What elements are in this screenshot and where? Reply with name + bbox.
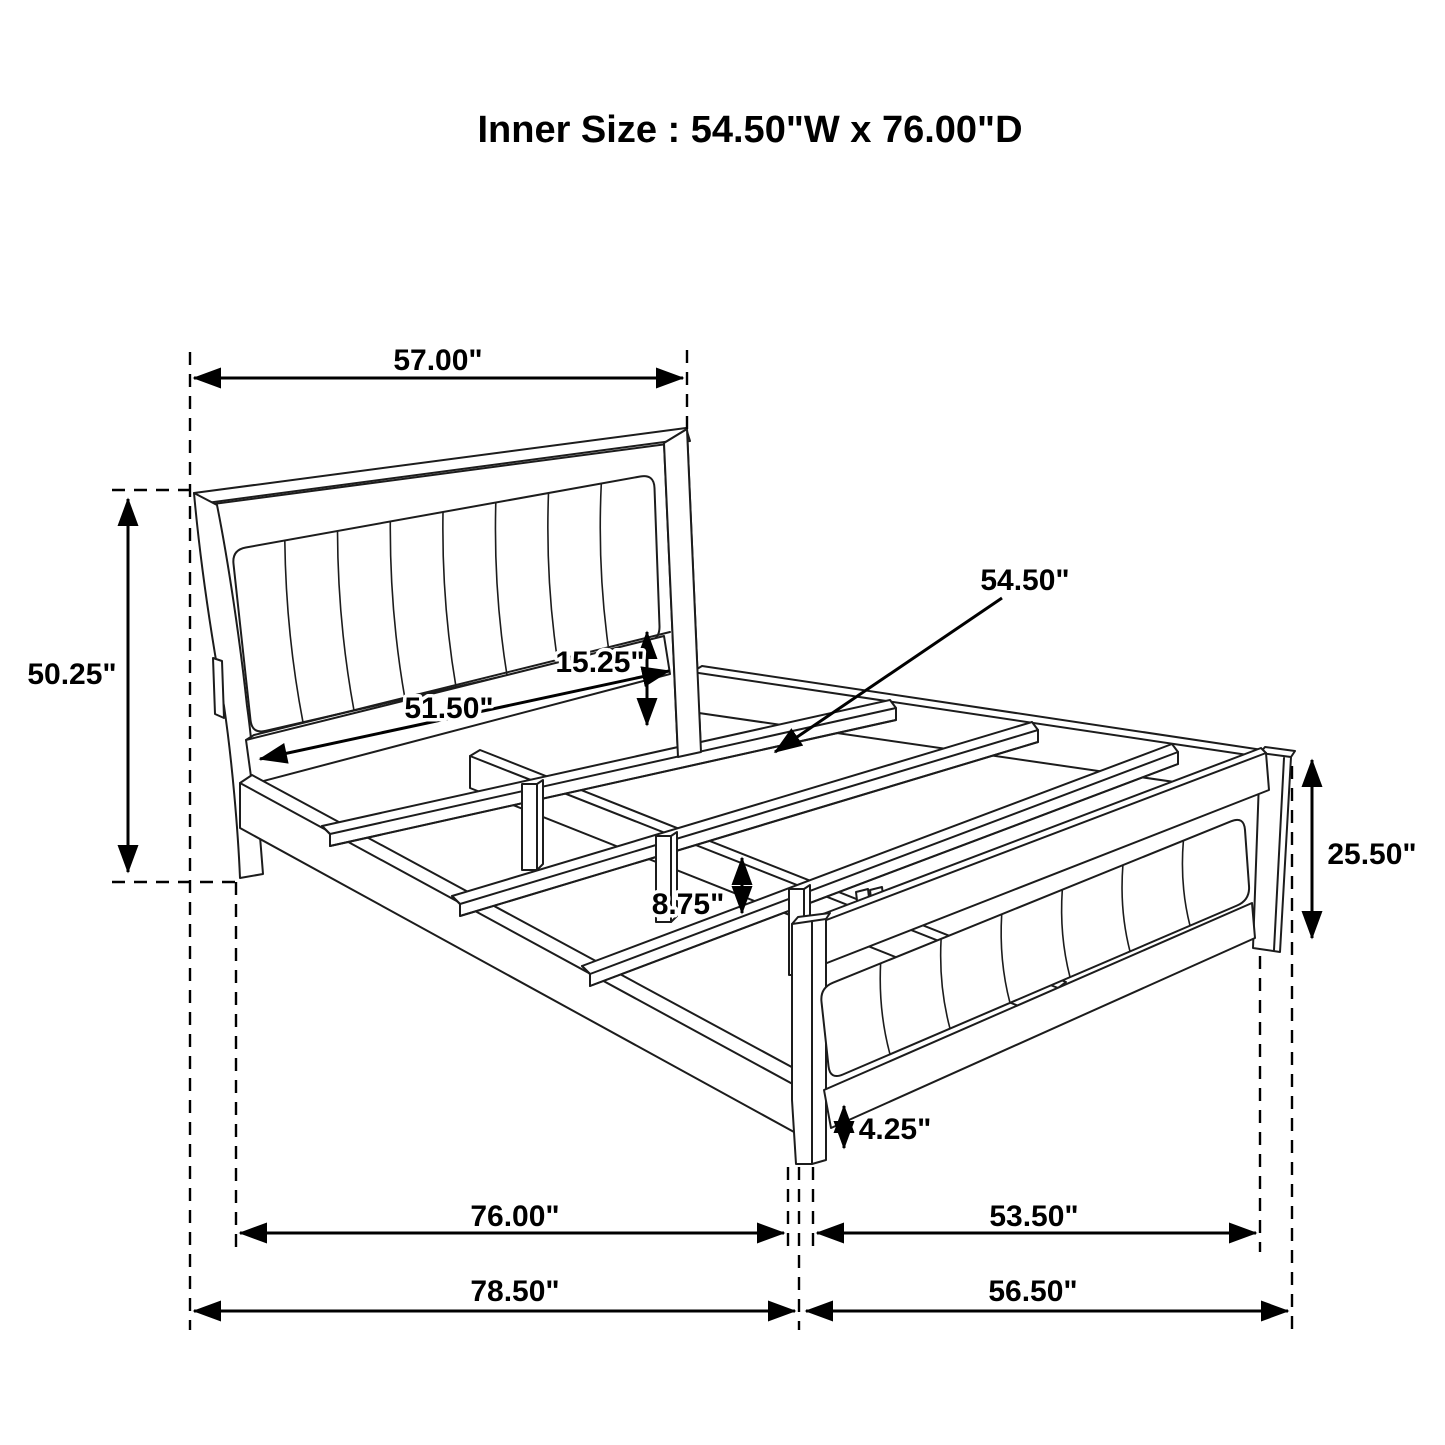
dim-label-footboard-width: 56.50" bbox=[988, 1275, 1078, 1308]
slat-support-leg bbox=[522, 780, 543, 870]
dim-label-headboard-panel-height: 15.25" bbox=[555, 646, 645, 679]
dim-label-overall-depth: 78.50" bbox=[470, 1275, 560, 1308]
dim-label-headboard-width: 57.00" bbox=[393, 344, 483, 377]
dim-label-headboard-inner-width: 51.50" bbox=[404, 692, 494, 725]
dim-label-footboard-inner-width: 53.50" bbox=[989, 1200, 1079, 1233]
dim-label-support-leg-height: 8.75" bbox=[651, 888, 725, 921]
headboard-right-post bbox=[664, 429, 701, 757]
dim-label-headboard-height: 50.25" bbox=[27, 658, 117, 691]
dim-label-slat-length: 54.50" bbox=[980, 564, 1070, 597]
dim-label-footboard-height: 25.50" bbox=[1327, 838, 1417, 871]
dim-label-inner-depth: 76.00" bbox=[470, 1200, 560, 1233]
page-title: Inner Size : 54.50"W x 76.00"D bbox=[477, 109, 1023, 151]
dim-label-footboard-leg-height: 4.25" bbox=[858, 1113, 932, 1146]
